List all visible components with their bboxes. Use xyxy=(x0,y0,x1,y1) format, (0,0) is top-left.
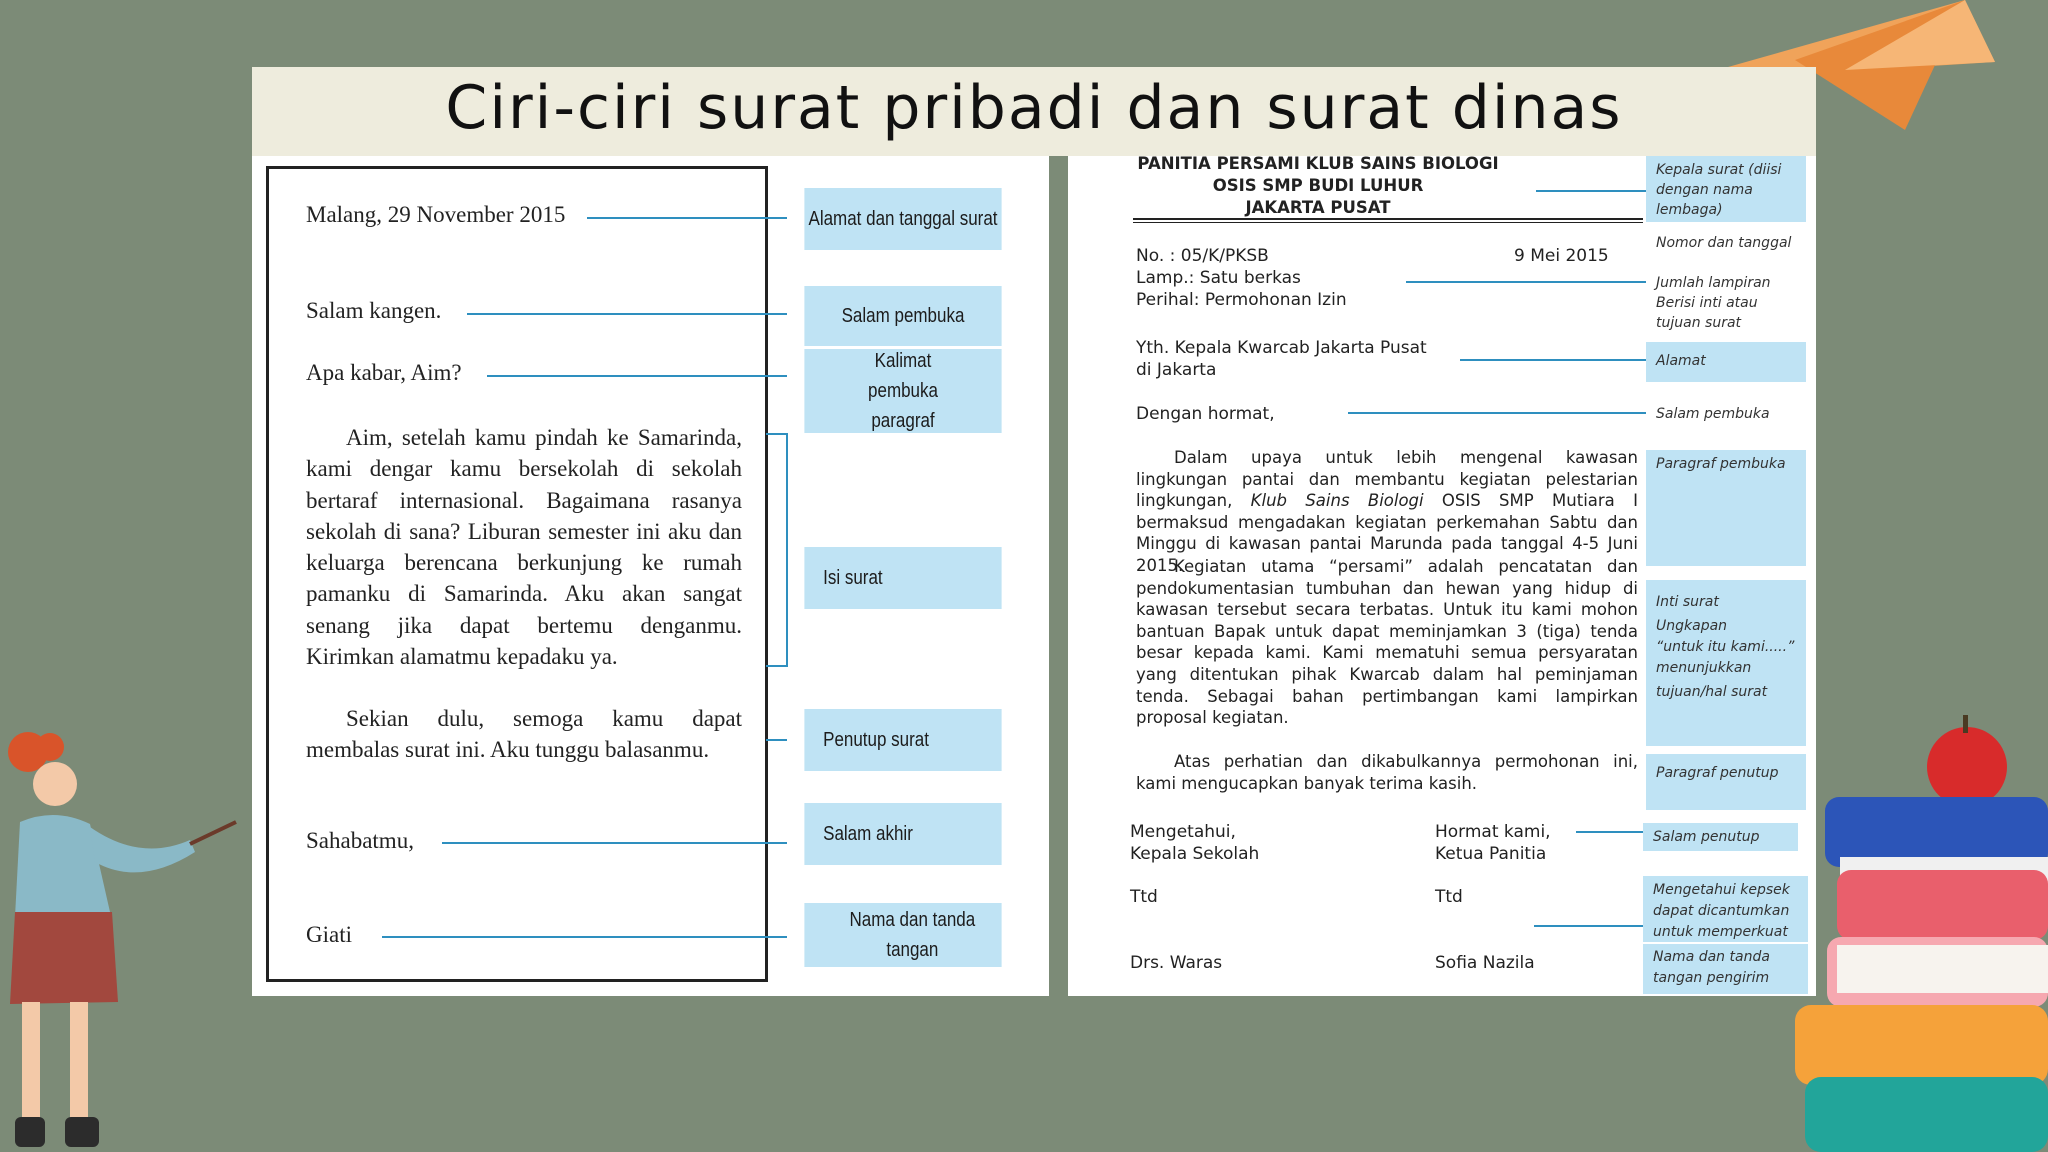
connector-closing xyxy=(766,739,787,741)
label-subject: Berisi inti atau tujuan surat xyxy=(1656,295,1758,331)
label-closing: Penutup surat xyxy=(804,709,1001,771)
connector-farewell xyxy=(442,842,787,844)
label-attachment: Jumlah lampiran xyxy=(1656,275,1771,291)
connector-body-bracket xyxy=(786,433,788,667)
official-letter-header-3: JAKARTA PUSAT xyxy=(1245,198,1391,217)
official-letter-header-1: PANITIA PERSAMI KLUB SAINS BIOLOGI xyxy=(1137,154,1499,173)
official-letter-paragraph-3: Atas perhatian dan dikabulkannya permohonan ini, kami mengucapkan banyak terima kasih. xyxy=(1136,752,1638,793)
connector-number xyxy=(1406,281,1646,283)
official-letter-sign-right-1: Hormat kami, xyxy=(1435,822,1551,842)
official-letter-subject: Perihal: Permohonan Izin xyxy=(1136,290,1347,310)
connector-signature xyxy=(382,936,787,938)
connector-signature xyxy=(1534,925,1646,927)
official-letter-number: No. : 05/K/PKSB xyxy=(1136,246,1269,266)
label-number: Nomor dan tanggal xyxy=(1656,235,1792,251)
personal-letter-signature: Giati xyxy=(306,922,352,947)
label-address: Alamat xyxy=(1646,342,1806,382)
label-date: Alamat dan tanggal surat xyxy=(804,188,1001,250)
label-body: Isi surat xyxy=(804,547,1001,609)
official-letter-sign-right-2: Ketua Panitia xyxy=(1435,844,1547,864)
page-title: Ciri-ciri surat pribadi dan surat dinas xyxy=(445,73,1623,143)
personal-letter-panel xyxy=(252,156,1049,996)
label-closing: Paragraf penutup xyxy=(1646,754,1806,810)
paragraph-1-italic: Klub Sains Biologi xyxy=(1250,491,1424,511)
connector-address xyxy=(1460,359,1646,361)
label-body-group xyxy=(1646,580,1806,746)
official-letter-header-2: OSIS SMP BUDI LUHUR xyxy=(1212,176,1424,195)
label-body-5: tujuan/hal surat xyxy=(1656,684,1768,700)
label-acknowledge: Mengetahui kepsek dapat dicantumkan untuk memperkuat xyxy=(1643,876,1808,942)
connector-greeting xyxy=(467,313,787,315)
label-body-2: Ungkapan xyxy=(1656,618,1728,634)
official-letter-sign-left-2: Kepala Sekolah xyxy=(1130,844,1260,864)
connector-greeting xyxy=(1348,412,1646,414)
label-body-1: Inti surat xyxy=(1656,594,1719,610)
official-letter-name-left: Drs. Waras xyxy=(1130,953,1223,973)
official-letter-header-rule-2 xyxy=(1133,222,1643,223)
official-letter-panel xyxy=(1068,156,1816,996)
label-farewell: Salam akhir xyxy=(804,803,1001,865)
official-letter-attachment: Lamp.: Satu berkas xyxy=(1136,268,1301,288)
official-letter-ttd-right: Ttd xyxy=(1435,887,1463,907)
official-letter-address-2: di Jakarta xyxy=(1136,360,1217,380)
official-letter-address-1: Yth. Kepala Kwarcab Jakarta Pusat xyxy=(1136,338,1427,358)
teacher-illustration-icon xyxy=(0,712,240,1152)
personal-letter-opening: Apa kabar, Aim? xyxy=(306,360,462,385)
official-letter-greeting: Dengan hormat, xyxy=(1136,404,1275,424)
label-body-3: “untuk itu kami.....” xyxy=(1656,639,1795,655)
official-letter-ttd-left: Ttd xyxy=(1130,887,1158,907)
official-letter-header-rule xyxy=(1133,218,1643,220)
official-letter-sign-left-1: Mengetahui, xyxy=(1130,822,1236,842)
personal-letter-body: Aim, setelah kamu pindah ke Samarinda, kami dengar kamu bersekolah di sekolah bertaraf internasional. Bagaimana rasanya sekolah di sana? Liburan semester ini aku dan keluarga berencana berkunjung ke rumah pamanku di Samarinda. Aku akan sangat senang jika dapat bertemu denganmu. Kirimkan alamatmu kepadaku ya. xyxy=(306,425,742,670)
official-letter-name-right: Sofia Nazila xyxy=(1435,953,1535,973)
label-greeting: Salam pembuka xyxy=(1656,406,1770,422)
connector-opening xyxy=(487,375,787,377)
official-letter-date: 9 Mei 2015 xyxy=(1514,246,1609,266)
personal-letter-farewell: Sahabatmu, xyxy=(306,828,414,853)
label-signature: Nama dan tanda tangan pengirim xyxy=(1643,944,1808,994)
label-opening: Paragraf pembuka xyxy=(1646,450,1806,566)
title-bar xyxy=(252,67,1816,156)
personal-letter-date: Malang, 29 November 2015 xyxy=(306,202,566,227)
connector-farewell xyxy=(1576,831,1646,833)
personal-letter-closing: Sekian dulu, semoga kamu dapat membalas surat ini. Aku tunggu balasanmu. xyxy=(306,706,742,763)
paragraph-1-text-a: Dalam upaya untuk lebih mengenal kawasan lingkungan pantai dan membantu kegiatan pelestarian lingkungan, xyxy=(1136,448,1638,511)
label-header: Kepala surat (diisi dengan nama lembaga) xyxy=(1646,156,1806,222)
personal-letter-greeting: Salam kangen. xyxy=(306,298,442,323)
official-letter-paragraph-2: Kegiatan utama “persami” adalah pencatatan dan pendokumentasian tumbuhan dan hewan yang hidup di kawasan tersebut secara terbatas. Untuk itu kami mohon bantuan Bapak untuk dapat meminjamkan 3 (tiga) tenda besar kepada kami. Kami mematuhi semua persyaratan yang ditentukan pihak Kwarcab dalam hal peminjaman tenda. Sebagai bahan pertimbangan kami lampirkan proposal kegiatan. xyxy=(1136,557,1638,728)
label-body-4: menunjukkan xyxy=(1656,660,1752,676)
connector-date xyxy=(587,217,787,219)
connector-body-top xyxy=(766,433,788,435)
label-greeting: Salam pembuka xyxy=(804,286,1001,346)
label-opening: Kalimat pembuka paragraf xyxy=(804,349,1001,433)
connector-body-bottom xyxy=(766,665,788,667)
label-signature: Nama dan tanda tangan xyxy=(804,903,1001,967)
label-farewell: Salam penutup xyxy=(1643,823,1798,851)
connector-header xyxy=(1536,190,1646,192)
paragraph-1-text-b: OSIS SMP Mutiara I bermaksud mengadakan kegiatan perkemahan Sabtu dan Minggu di kawasan pantai Marunda pada tanggal 4-5 Juni 2015. xyxy=(1136,491,1638,575)
